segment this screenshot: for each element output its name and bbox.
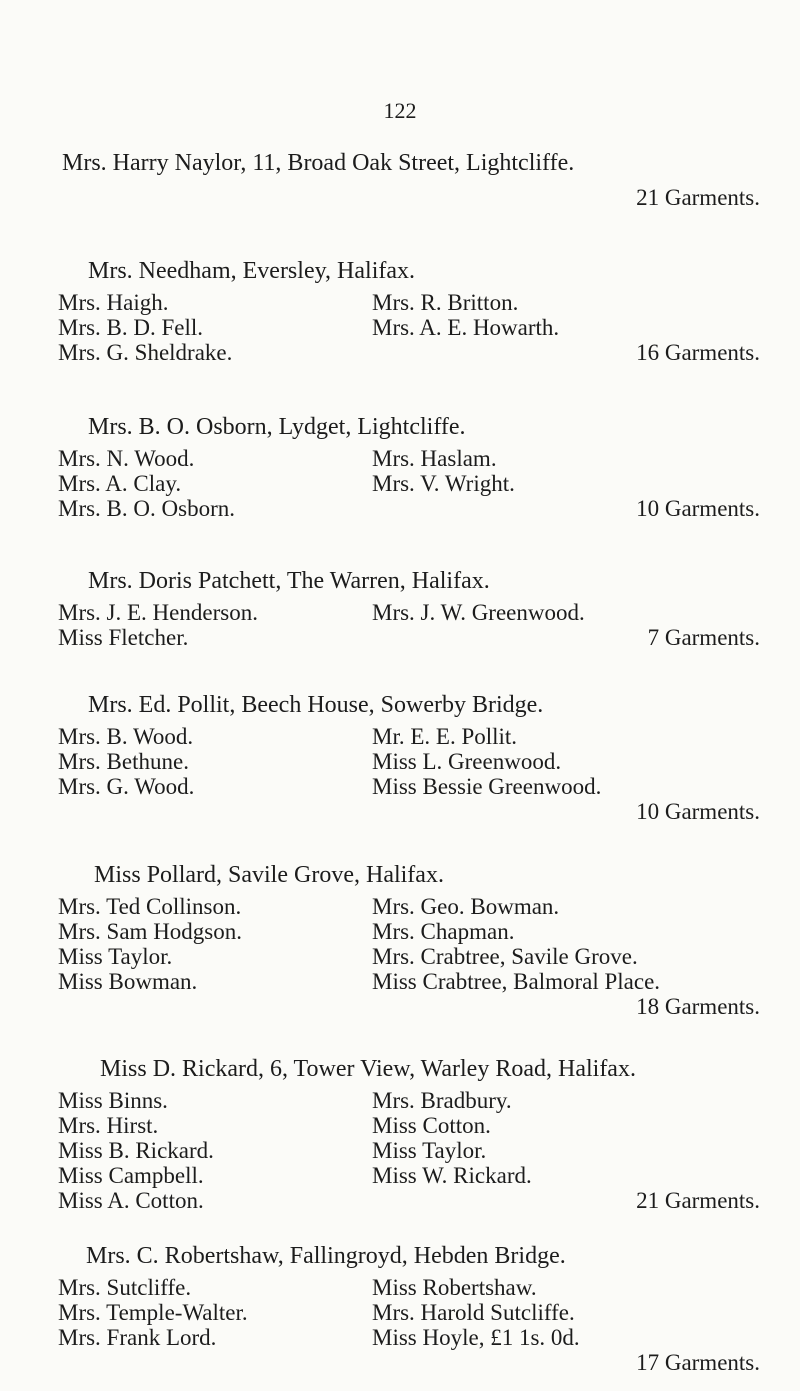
left-column	[58, 894, 242, 994]
list-item: Mrs. Bradbury.	[372, 1088, 512, 1113]
section-heading: Miss Pollard, Savile Grove, Halifax.	[94, 862, 444, 888]
list-item: Miss Binns.	[58, 1088, 168, 1113]
section-total: 17 Garments.	[636, 1350, 760, 1375]
list-item: Mrs. R. Britton.	[372, 290, 519, 315]
right-column	[372, 600, 585, 625]
section-heading: Mrs. Ed. Pollit, Beech House, Sowerby Bridge.	[88, 692, 544, 718]
section-total: 16 Garments.	[636, 340, 760, 365]
left-column	[58, 446, 235, 521]
right-column	[372, 446, 515, 496]
left-column	[58, 290, 232, 365]
list-item: Miss L. Greenwood.	[372, 749, 562, 774]
right-column	[372, 724, 601, 799]
right-column	[372, 1088, 532, 1188]
right-column	[372, 290, 559, 340]
section-heading: Mrs. Needham, Eversley, Halifax.	[88, 258, 415, 284]
list-item: Miss Crabtree, Balmoral Place.	[372, 969, 661, 994]
list-item: Mrs. B. Wood.	[58, 724, 194, 749]
left-column	[58, 600, 258, 650]
section-total: 7 Garments.	[647, 625, 760, 650]
list-item: Mrs. B. O. Osborn.	[58, 496, 235, 521]
list-item: Mrs. Crabtree, Savile Grove.	[372, 944, 638, 969]
list-item: Mrs. B. D. Fell.	[58, 315, 204, 340]
list-item: Mrs. J. W. Greenwood.	[372, 600, 585, 625]
list-item: Mrs. V. Wright.	[372, 471, 515, 496]
right-column	[372, 894, 660, 994]
page-number: 122	[383, 98, 417, 123]
list-item: Mr. E. E. Pollit.	[372, 724, 518, 749]
list-item: Miss Hoyle, £1 1s. 0d.	[372, 1325, 580, 1350]
section-total: 10 Garments.	[636, 496, 760, 521]
list-item: Miss Robertshaw.	[372, 1275, 537, 1300]
list-item: Miss Fletcher.	[58, 625, 189, 650]
list-item: Mrs. N. Wood.	[58, 446, 195, 471]
list-item: Miss Bowman.	[58, 969, 198, 994]
list-item: Miss A. Cotton.	[58, 1188, 204, 1213]
list-item: Mrs. Sam Hodgson.	[58, 919, 243, 944]
list-item: Mrs. Temple-Walter.	[58, 1300, 248, 1325]
list-item: Mrs. Haslam.	[372, 446, 497, 471]
section-heading: Mrs. B. O. Osborn, Lydget, Lightcliffe.	[88, 414, 466, 440]
list-item: Miss Campbell.	[58, 1163, 204, 1188]
list-item: Miss B. Rickard.	[58, 1138, 214, 1163]
list-item: Miss Bessie Greenwood.	[372, 774, 602, 799]
left-column	[58, 1088, 214, 1213]
section-total: 21 Garments.	[636, 1188, 760, 1213]
left-column	[58, 724, 194, 799]
list-item: Miss Taylor.	[58, 944, 173, 969]
list-item: Miss Cotton.	[372, 1113, 491, 1138]
list-item: Miss W. Rickard.	[372, 1163, 532, 1188]
section-heading: Mrs. C. Robertshaw, Fallingroyd, Hebden Bridge.	[86, 1243, 566, 1269]
list-item: Mrs. A. Clay.	[58, 471, 182, 496]
list-item: Mrs. Frank Lord.	[58, 1325, 217, 1350]
section-heading: Miss D. Rickard, 6, Tower View, Warley Road, Halifax.	[100, 1056, 636, 1082]
list-item: Mrs. Geo. Bowman.	[372, 894, 560, 919]
right-column	[372, 1275, 580, 1350]
list-item: Mrs. Hirst.	[58, 1113, 159, 1138]
section-heading: Mrs. Doris Patchett, The Warren, Halifax.	[88, 568, 490, 594]
list-item: Mrs. G. Wood.	[58, 774, 195, 799]
list-item: Mrs. Sutcliffe.	[58, 1275, 192, 1300]
list-item: Mrs. Chapman.	[372, 919, 515, 944]
section-total: 21 Garments.	[636, 185, 760, 210]
list-item: Miss Taylor.	[372, 1138, 487, 1163]
list-item: Mrs. Bethune.	[58, 749, 189, 774]
list-item: Mrs. A. E. Howarth.	[372, 315, 560, 340]
list-item: Mrs. Harold Sutcliffe.	[372, 1300, 575, 1325]
list-item: Mrs. J. E. Henderson.	[58, 600, 258, 625]
left-column	[58, 1275, 248, 1350]
section-total: 18 Garments.	[636, 994, 760, 1019]
section-total: 10 Garments.	[636, 799, 760, 824]
list-item: Mrs. G. Sheldrake.	[58, 340, 233, 365]
section-heading: Mrs. Harry Naylor, 11, Broad Oak Street, Lightcliffe.	[62, 150, 575, 176]
list-item: Mrs. Ted Collinson.	[58, 894, 242, 919]
list-item: Mrs. Haigh.	[58, 290, 169, 315]
